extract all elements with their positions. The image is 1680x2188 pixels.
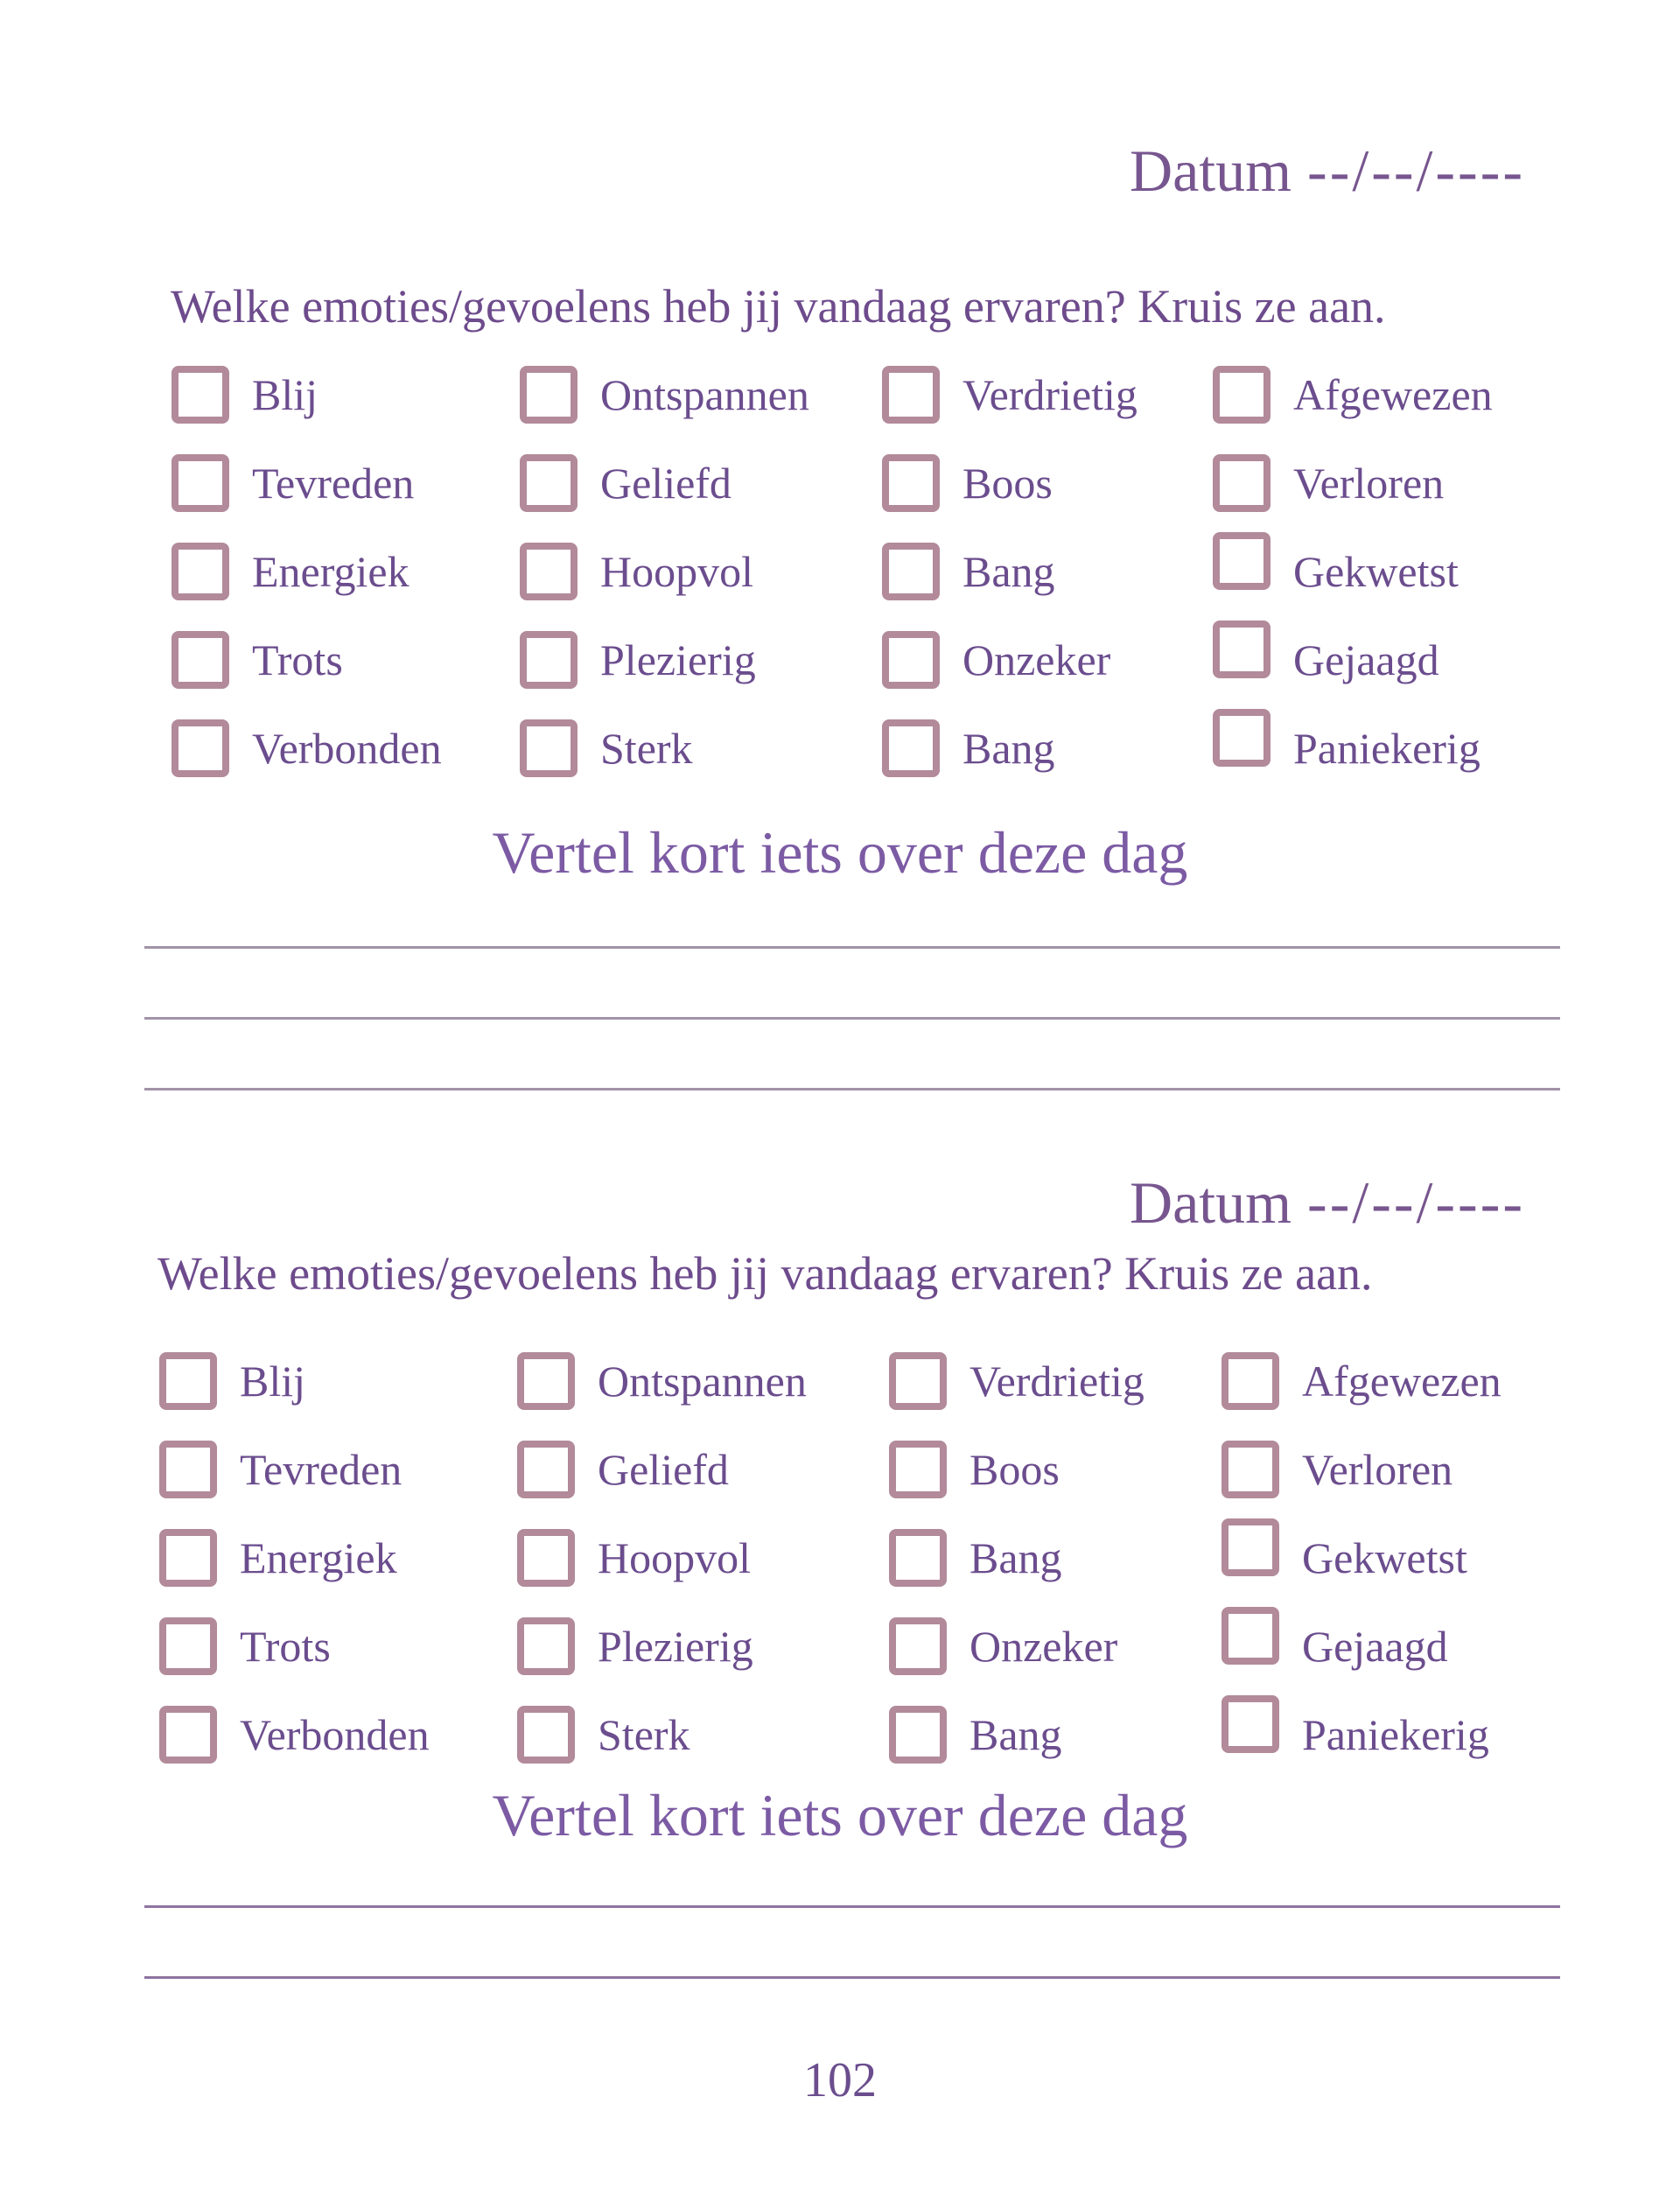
emotion-option bbox=[889, 1336, 1222, 1425]
emotion-label: Plezierig bbox=[600, 635, 756, 685]
datum-heading bbox=[0, 0, 1680, 204]
emotion-option bbox=[172, 705, 520, 793]
emotion-checkbox[interactable] bbox=[889, 1529, 947, 1587]
emotion-option bbox=[1213, 616, 1680, 705]
day-prompt: Vertel kort iets over deze dag bbox=[492, 1782, 1188, 1849]
emotion-checkbox[interactable] bbox=[159, 1441, 217, 1498]
emotion-option bbox=[159, 1425, 517, 1513]
emotion-option bbox=[1213, 439, 1680, 528]
emotion-checkbox[interactable] bbox=[172, 366, 229, 424]
emotion-label: Gejaagd bbox=[1293, 635, 1439, 685]
writing-line[interactable] bbox=[144, 890, 1560, 949]
emotion-option bbox=[172, 439, 520, 528]
emotion-checkbox[interactable] bbox=[889, 1706, 947, 1764]
emotion-checkbox[interactable] bbox=[517, 1529, 575, 1587]
emotion-checkbox[interactable] bbox=[159, 1617, 217, 1675]
emotions-grid bbox=[0, 351, 1680, 793]
page-number: 102 bbox=[803, 2053, 877, 2108]
emotion-label: Gejaagd bbox=[1302, 1621, 1448, 1671]
emotion-label: Geliefd bbox=[598, 1444, 729, 1494]
emotion-checkbox[interactable] bbox=[520, 366, 578, 424]
journal-entry-2 bbox=[0, 1170, 1680, 1980]
day-prompt: Vertel kort iets over deze dag bbox=[492, 818, 1188, 886]
emotion-option bbox=[882, 705, 1213, 793]
emotion-option bbox=[1222, 1602, 1680, 1690]
emotion-label: Bang bbox=[962, 724, 1055, 774]
emotion-label: Verloren bbox=[1302, 1444, 1453, 1494]
emotion-option bbox=[1213, 528, 1680, 616]
datum-label: Datum bbox=[1129, 1168, 1292, 1236]
emotion-label: Onzeker bbox=[970, 1621, 1118, 1671]
emotion-label: Plezierig bbox=[598, 1621, 753, 1671]
emotion-option bbox=[882, 351, 1213, 439]
datum-label: Datum bbox=[1129, 137, 1292, 204]
emotion-checkbox[interactable] bbox=[1222, 1607, 1279, 1665]
writing-line[interactable] bbox=[144, 949, 1560, 1020]
emotion-checkbox[interactable] bbox=[517, 1441, 575, 1498]
emotion-option bbox=[520, 616, 882, 705]
emotion-checkbox[interactable] bbox=[159, 1352, 217, 1410]
writing-line[interactable] bbox=[144, 1908, 1560, 1979]
emotion-option bbox=[520, 528, 882, 616]
emotion-label: Verdrietig bbox=[962, 370, 1138, 420]
emotion-checkbox[interactable] bbox=[882, 543, 940, 600]
writing-line[interactable] bbox=[144, 1853, 1560, 1908]
emotion-checkbox[interactable] bbox=[882, 719, 940, 777]
datum-placeholder[interactable]: --/--/---- bbox=[1307, 1168, 1525, 1236]
emotion-checkbox[interactable] bbox=[1222, 1695, 1279, 1753]
emotion-checkbox[interactable] bbox=[520, 631, 578, 689]
emotion-label: Trots bbox=[240, 1621, 331, 1671]
emotion-checkbox[interactable] bbox=[172, 454, 229, 512]
emotion-option bbox=[159, 1513, 517, 1602]
emotions-question: Welke emoties/gevoelens heb jij vandaag ervaren? Kruis ze aan. bbox=[158, 1247, 1373, 1301]
emotion-option bbox=[882, 616, 1213, 705]
emotions-grid bbox=[0, 1336, 1680, 1778]
emotion-checkbox[interactable] bbox=[517, 1706, 575, 1764]
emotion-option bbox=[1222, 1690, 1680, 1778]
emotion-option bbox=[1213, 351, 1680, 439]
emotion-checkbox[interactable] bbox=[1222, 1352, 1279, 1410]
emotion-option bbox=[172, 528, 520, 616]
emotion-label: Ontspannen bbox=[600, 370, 809, 420]
emotion-option bbox=[520, 439, 882, 528]
emotion-checkbox[interactable] bbox=[889, 1352, 947, 1410]
emotion-label: Tevreden bbox=[240, 1444, 402, 1494]
emotion-label: Paniekerig bbox=[1293, 724, 1480, 774]
emotion-option bbox=[517, 1336, 889, 1425]
emotion-label: Verbonden bbox=[252, 724, 442, 774]
emotion-label: Energiek bbox=[240, 1532, 397, 1582]
emotion-label: Tevreden bbox=[252, 459, 415, 508]
emotion-label: Bang bbox=[962, 547, 1055, 597]
emotion-label: Gekwetst bbox=[1302, 1532, 1467, 1582]
journal-entry-1 bbox=[0, 0, 1680, 1090]
emotion-checkbox[interactable] bbox=[1213, 621, 1270, 678]
emotion-checkbox[interactable] bbox=[882, 454, 940, 512]
emotion-option bbox=[889, 1690, 1222, 1778]
emotion-checkbox[interactable] bbox=[172, 719, 229, 777]
emotion-label: Afgewezen bbox=[1302, 1356, 1502, 1406]
emotion-option bbox=[517, 1513, 889, 1602]
emotion-checkbox[interactable] bbox=[882, 631, 940, 689]
emotion-checkbox[interactable] bbox=[1213, 454, 1270, 512]
writing-lines bbox=[0, 890, 1680, 1090]
emotion-option bbox=[889, 1513, 1222, 1602]
emotion-checkbox[interactable] bbox=[1222, 1518, 1279, 1576]
emotion-checkbox[interactable] bbox=[889, 1441, 947, 1498]
emotion-checkbox[interactable] bbox=[172, 543, 229, 600]
emotion-checkbox[interactable] bbox=[1213, 532, 1270, 590]
emotion-option bbox=[1222, 1336, 1680, 1425]
emotion-option bbox=[159, 1336, 517, 1425]
emotion-checkbox[interactable] bbox=[172, 631, 229, 689]
emotion-checkbox[interactable] bbox=[159, 1529, 217, 1587]
emotion-label: Onzeker bbox=[962, 635, 1111, 685]
emotion-label: Bang bbox=[970, 1709, 1062, 1759]
emotion-option bbox=[889, 1425, 1222, 1513]
datum-placeholder[interactable]: --/--/---- bbox=[1307, 137, 1525, 204]
emotion-label: Ontspannen bbox=[598, 1356, 807, 1406]
emotion-option bbox=[882, 439, 1213, 528]
emotion-option bbox=[172, 351, 520, 439]
emotion-option bbox=[517, 1602, 889, 1690]
emotion-option bbox=[1213, 705, 1680, 793]
emotion-checkbox[interactable] bbox=[517, 1617, 575, 1675]
emotion-label: Boos bbox=[970, 1444, 1060, 1494]
emotion-checkbox[interactable] bbox=[520, 454, 578, 512]
emotion-label: Verloren bbox=[1293, 459, 1445, 508]
emotion-label: Verdrietig bbox=[970, 1356, 1144, 1406]
emotion-label: Geliefd bbox=[600, 459, 732, 508]
emotion-checkbox[interactable] bbox=[520, 543, 578, 600]
emotion-label: Blij bbox=[252, 370, 318, 420]
emotion-option bbox=[1222, 1425, 1680, 1513]
emotion-checkbox[interactable] bbox=[889, 1617, 947, 1675]
emotion-label: Sterk bbox=[600, 724, 693, 774]
emotion-checkbox[interactable] bbox=[520, 719, 578, 777]
emotion-label: Trots bbox=[252, 635, 343, 685]
emotion-option bbox=[172, 616, 520, 705]
emotion-label: Paniekerig bbox=[1302, 1709, 1489, 1759]
emotion-label: Boos bbox=[962, 459, 1053, 508]
emotion-label: Gekwetst bbox=[1293, 547, 1459, 597]
emotion-option bbox=[882, 528, 1213, 616]
emotions-question: Welke emoties/gevoelens heb jij vandaag ervaren? Kruis ze aan. bbox=[171, 279, 1386, 333]
emotion-label: Energiek bbox=[252, 547, 410, 597]
emotion-option bbox=[517, 1425, 889, 1513]
emotion-option bbox=[520, 705, 882, 793]
emotion-label: Sterk bbox=[598, 1709, 690, 1759]
emotion-checkbox[interactable] bbox=[1213, 709, 1270, 767]
emotion-label: Hoopvol bbox=[598, 1532, 751, 1582]
emotion-checkbox[interactable] bbox=[159, 1706, 217, 1764]
emotion-label: Hoopvol bbox=[600, 547, 753, 597]
writing-lines bbox=[0, 1853, 1680, 1979]
writing-line[interactable] bbox=[144, 1020, 1560, 1090]
emotion-option bbox=[159, 1602, 517, 1690]
emotion-label: Bang bbox=[970, 1532, 1062, 1582]
emotion-option bbox=[1222, 1513, 1680, 1602]
emotion-checkbox[interactable] bbox=[1222, 1441, 1279, 1498]
emotion-option bbox=[517, 1690, 889, 1778]
emotion-option bbox=[520, 351, 882, 439]
emotion-label: Afgewezen bbox=[1293, 370, 1493, 420]
emotion-label: Verbonden bbox=[240, 1709, 430, 1759]
emotion-checkbox[interactable] bbox=[517, 1352, 575, 1410]
emotion-label: Blij bbox=[240, 1356, 306, 1406]
emotion-checkbox[interactable] bbox=[882, 366, 940, 424]
emotion-option bbox=[889, 1602, 1222, 1690]
emotion-option bbox=[159, 1690, 517, 1778]
datum-heading bbox=[0, 1170, 1680, 1236]
emotion-checkbox[interactable] bbox=[1213, 366, 1270, 424]
